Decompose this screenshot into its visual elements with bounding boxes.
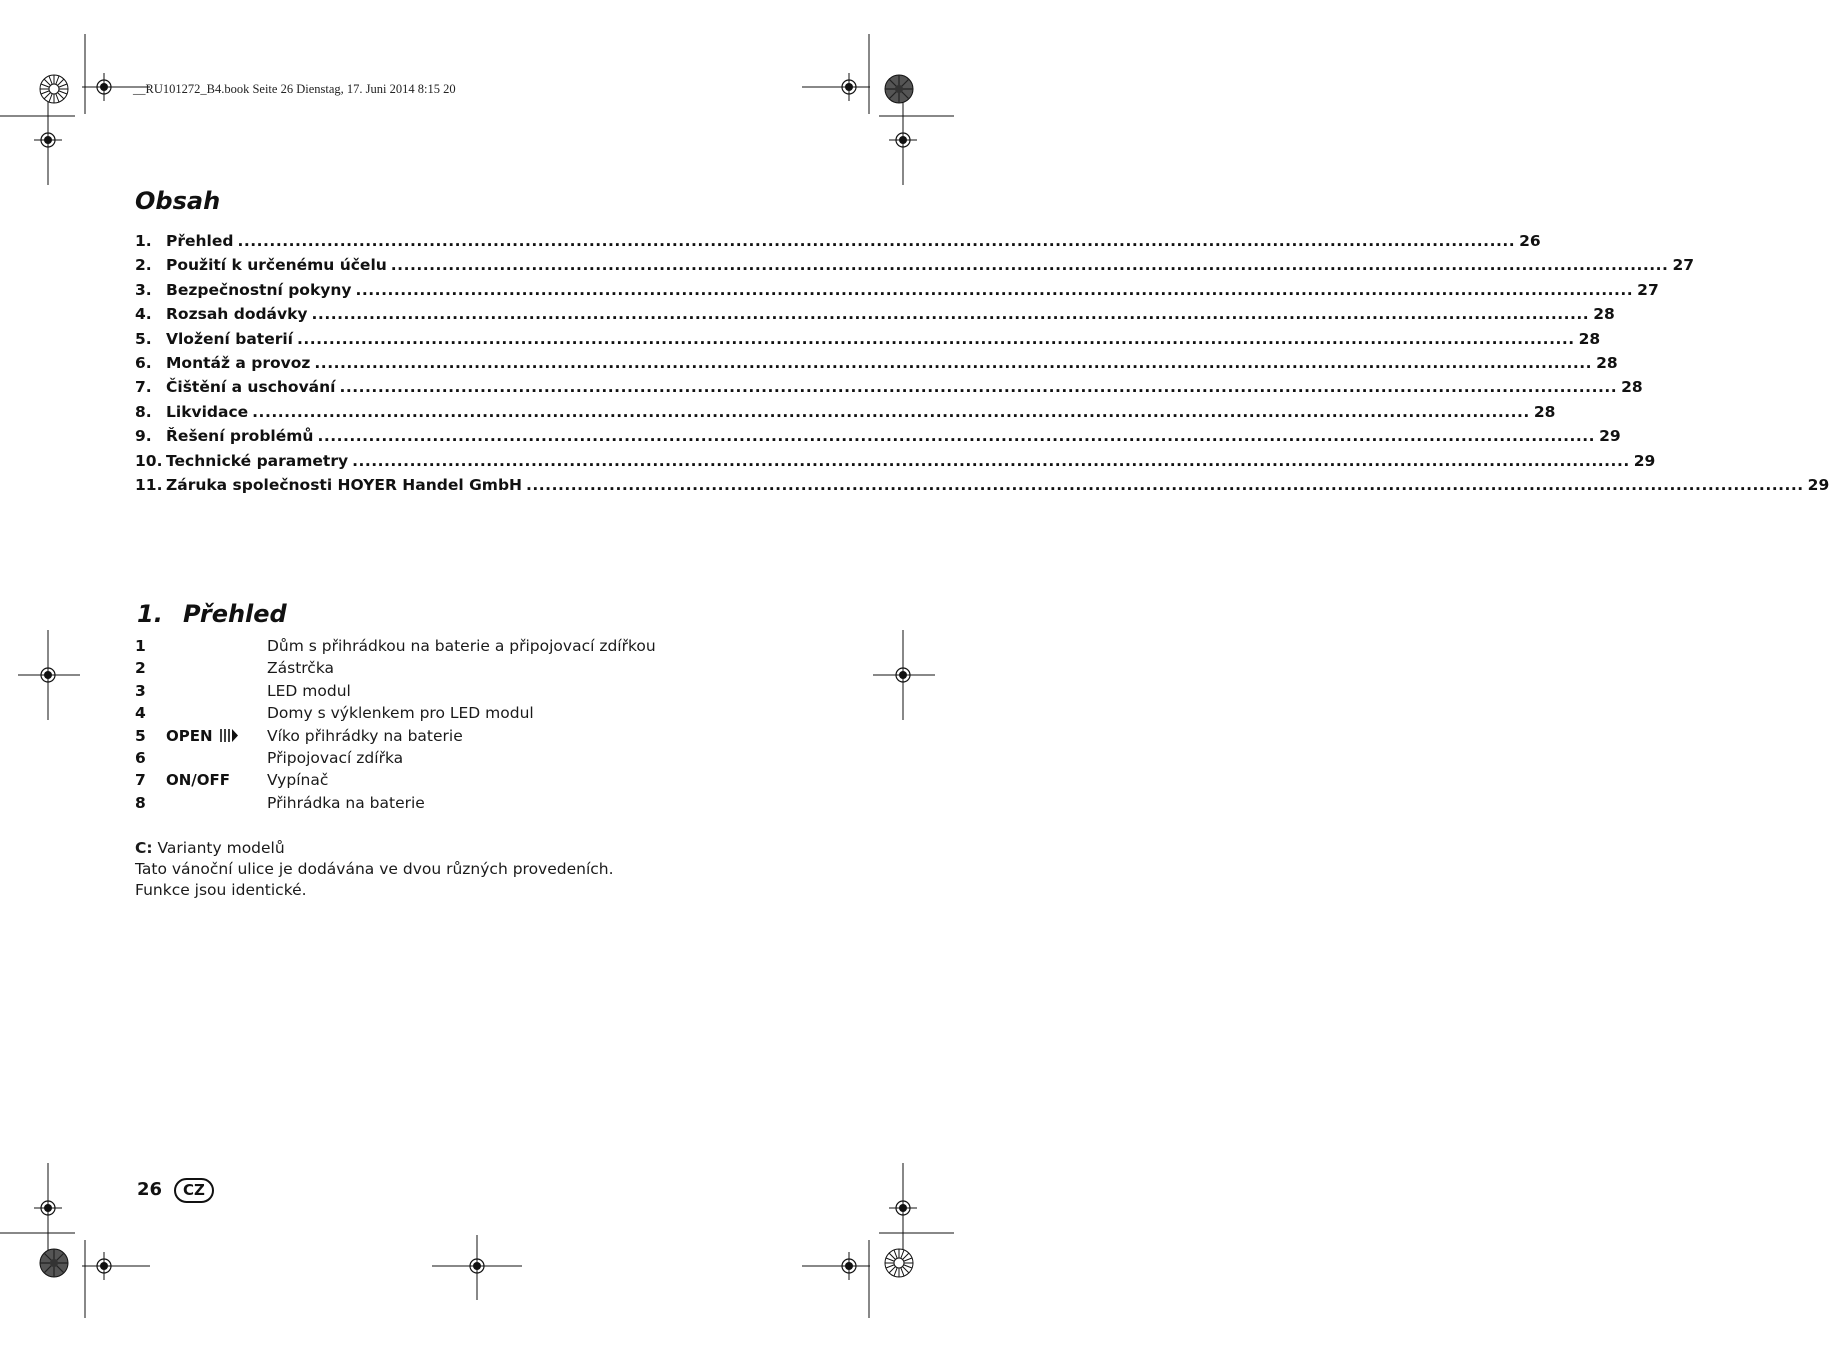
table-of-contents [135,232,1829,500]
part-description: Zástrčka [267,659,335,678]
part-key: ON/OFF [166,771,231,790]
toc-item-label: Záruka společnosti HOYER Handel GmbH [166,475,523,494]
part-number: 3 [135,681,146,700]
registration-mark-icon [889,661,917,689]
open-arrow-icon [219,728,239,743]
registration-mark-icon [34,126,62,154]
toc-leader: ........................................................................................................................................................................................................ [355,280,1634,299]
model-variants [135,838,785,901]
parts-list [135,637,785,816]
toc-item-number: 11. [135,475,163,494]
registration-mark-icon [889,126,917,154]
part-number: 8 [135,793,146,812]
toc-item[interactable] [135,305,1615,329]
toc-item-number: 1. [135,232,152,250]
toc-item-label: Bezpečnostní pokyny [166,280,352,299]
toc-item[interactable] [135,353,1618,378]
toc-item[interactable] [135,427,1621,451]
color-target-icon [40,1249,68,1277]
toc-item[interactable] [135,475,1829,500]
toc-item-page: 29 [1599,427,1621,446]
toc-item-label: Použití k určenému účelu [166,256,387,275]
part-description: Dům s přihrádkou na baterie a připojovací zdířkou [267,637,656,655]
list-item [135,727,785,749]
variants-label: C: [135,839,153,857]
toc-item-number: 9. [135,427,152,446]
part-key [166,727,267,745]
toc-item[interactable] [135,378,1643,402]
toc-leader: ........................................................................................................................................................................................................ [311,305,1590,324]
open-label: OPEN [166,726,213,745]
toc-item-number: 8. [135,402,152,421]
toc-item-label: Technické parametry [166,451,349,470]
toc-item[interactable] [135,329,1601,354]
part-description: Víko přihrádky na baterie [267,726,463,745]
registration-mark-icon [34,1194,62,1222]
toc-item-page: 28 [1593,305,1615,324]
toc-item-label: Přehled [166,232,234,250]
toc-item-page: 26 [1519,232,1541,250]
part-number: 4 [135,704,146,723]
color-target-icon [885,75,913,103]
section-heading [137,600,287,628]
variants-text-line: Tato vánoční ulice je dodávána ve dvou různých provedeních. [135,860,614,878]
registration-mark-icon [90,1252,118,1280]
toc-item[interactable] [135,256,1695,280]
toc-item-page: 27 [1637,280,1659,299]
registration-mark-icon [90,73,118,101]
toc-leader: ........................................................................................................................................................................................................ [252,402,1530,421]
list-item [135,704,785,726]
toc-item-label: Likvidace [166,402,249,421]
toc-title: Obsah [135,187,221,215]
part-description: Přihrádka na baterie [267,793,425,812]
toc-item-number: 10. [135,451,163,470]
variants-heading [135,838,785,859]
toc-leader: ........................................................................................................................................................................................................ [314,353,1593,372]
toc-item-page: 27 [1672,256,1695,275]
toc-item-label: Řešení problémů [166,427,314,446]
toc-item[interactable] [135,232,1541,256]
part-number: 6 [135,748,146,767]
list-item [135,637,785,659]
toc-leader: ........................................................................................................................................................................................................ [339,378,1618,397]
toc-item-number: 3. [135,280,152,299]
toc-item-page: 29 [1807,475,1829,494]
page-number: 26 [137,1179,163,1200]
list-item [135,749,785,771]
toc-item-number: 2. [135,256,152,275]
toc-item-page: 28 [1533,402,1556,421]
toc-leader: ........................................................................................................................................................................................................ [390,256,1669,275]
toc-item[interactable] [135,280,1659,305]
list-item [135,771,785,793]
toc-leader: ........................................................................................................................................................................................................ [526,475,1804,494]
variants-text-line: Funkce jsou identické. [135,881,307,899]
language-badge: CZ [174,1178,214,1203]
part-number: 2 [135,659,146,678]
color-target-icon [885,1249,913,1277]
list-item [135,659,785,681]
toc-leader: ........................................................................................................................................................................................................ [296,329,1575,348]
registration-mark-icon [34,661,62,689]
part-number: 5 [135,726,146,745]
toc-item-number: 7. [135,378,152,397]
color-target-icon [40,75,68,103]
part-description: LED modul [267,681,351,700]
toc-item-number: 5. [135,329,152,348]
registration-mark-icon [835,73,863,101]
toc-item-page: 28 [1596,353,1618,372]
toc-item-page: 28 [1621,378,1643,397]
toc-item-number: 4. [135,305,152,324]
toc-leader: ........................................................................................................................................................................................................ [237,232,1516,250]
variants-title: Varianty modelů [157,839,285,857]
book-header-line: __RU101272_B4.book Seite 26 Dienstag, 17. Juni 2014 8:15 20 [133,82,456,96]
toc-item-label: Montáž a provoz [166,353,311,372]
toc-item-label: Čištění a uschování [166,378,336,397]
toc-item-page: 29 [1633,451,1656,470]
part-number: 7 [135,771,146,790]
list-item [135,794,785,816]
part-number: 1 [135,637,146,655]
registration-mark-icon [889,1194,917,1222]
toc-item-number: 6. [135,353,152,372]
section-number: 1. [137,600,163,628]
registration-mark-icon [835,1252,863,1280]
toc-leader: ........................................................................................................................................................................................................ [352,451,1630,470]
toc-item[interactable] [135,451,1656,476]
toc-item-label: Rozsah dodávky [166,305,308,324]
toc-leader: ........................................................................................................................................................................................................ [317,427,1596,446]
toc-item-page: 28 [1578,329,1601,348]
toc-item[interactable] [135,402,1556,427]
part-description: Připojovací zdířka [267,748,404,767]
part-description: Domy s výklenkem pro LED modul [267,704,534,723]
registration-mark-icon [463,1252,491,1280]
toc-item-label: Vložení baterií [166,329,293,348]
list-item [135,682,785,704]
part-description: Vypínač [267,771,329,790]
section-title: Přehled [183,600,287,628]
